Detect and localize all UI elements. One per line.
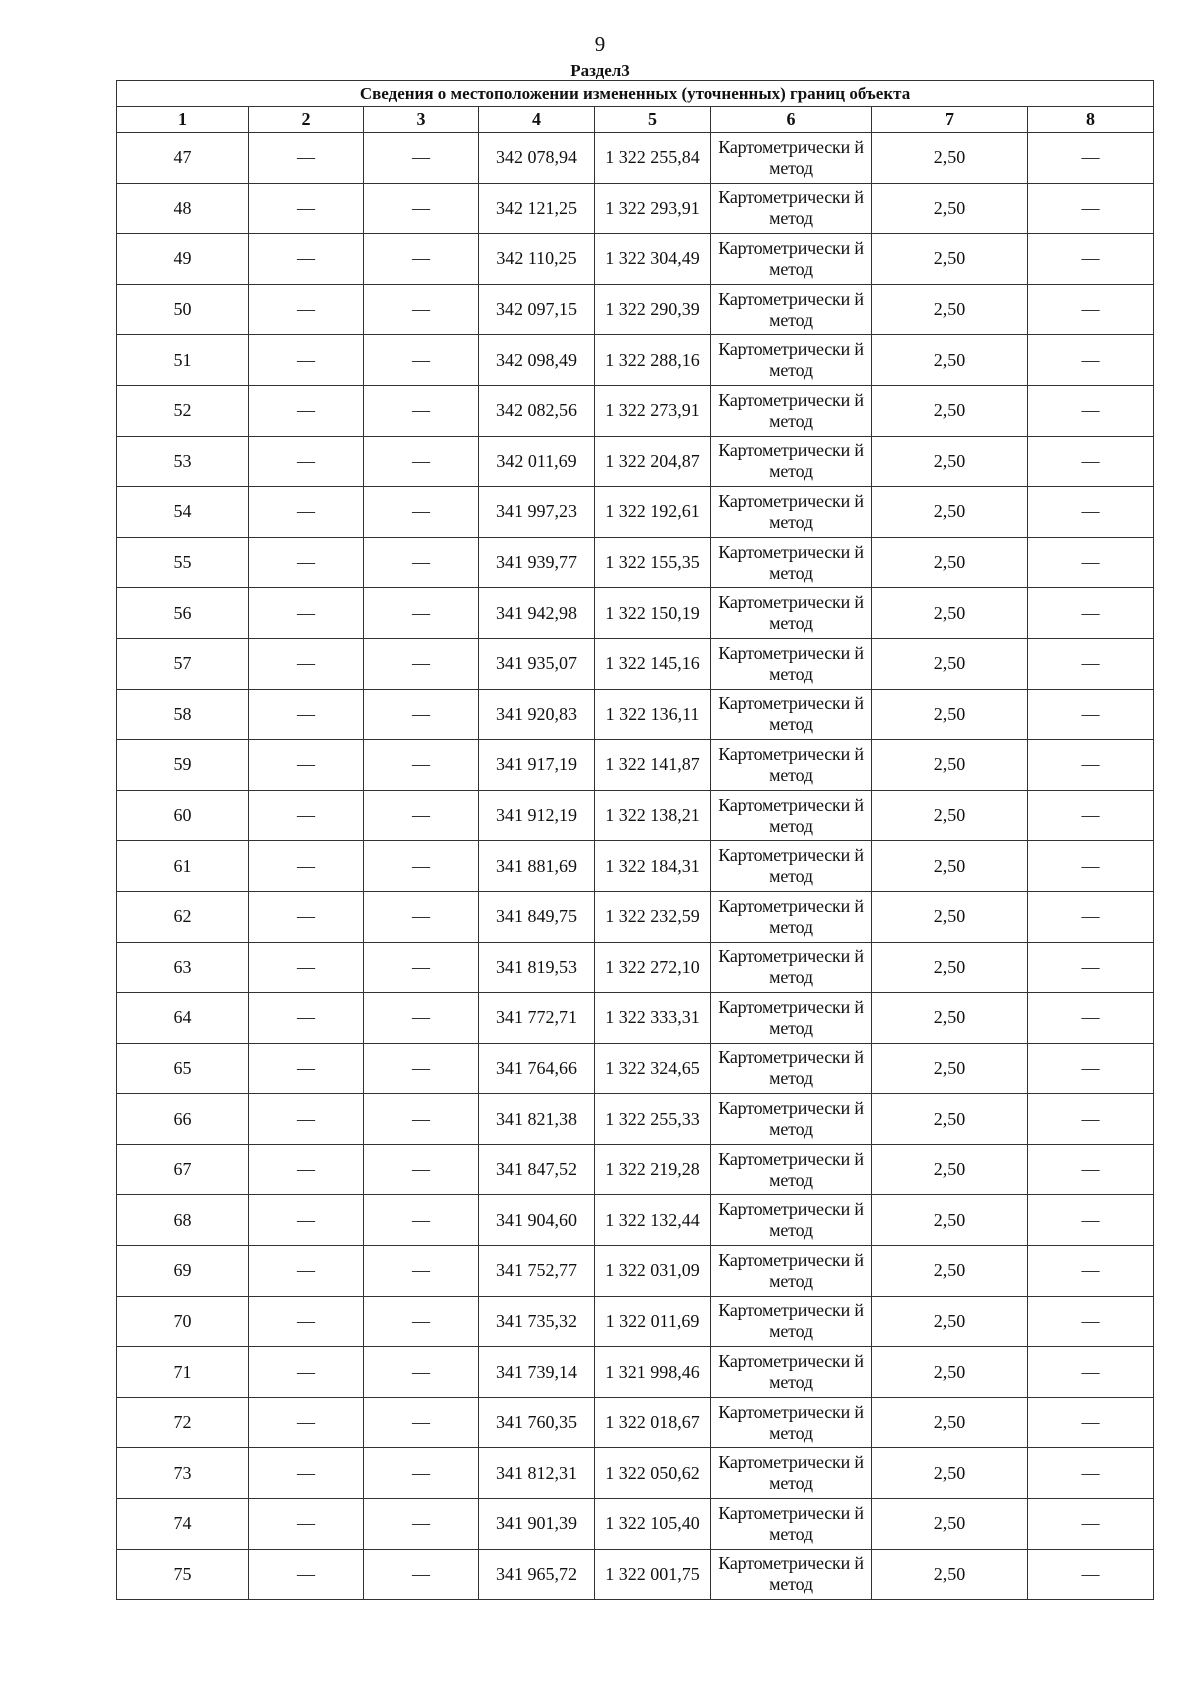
- accuracy-cell: 2,50: [872, 1499, 1028, 1550]
- method-cell: Картометрически й метод: [711, 993, 872, 1044]
- accuracy-cell: 2,50: [872, 1043, 1028, 1094]
- y-coordinate-cell: 1 322 001,75: [595, 1549, 711, 1600]
- point-number-cell: 72: [117, 1397, 249, 1448]
- col3-cell: —: [364, 487, 479, 538]
- table-row: [117, 1195, 1154, 1246]
- col2-cell: —: [249, 740, 364, 791]
- point-number-cell: 48: [117, 183, 249, 234]
- col3-cell: —: [364, 891, 479, 942]
- y-coordinate-cell: 1 322 255,84: [595, 133, 711, 184]
- point-number-cell: 70: [117, 1296, 249, 1347]
- method-cell: Картометрически й метод: [711, 1347, 872, 1398]
- table-row: [117, 689, 1154, 740]
- y-coordinate-cell: 1 322 219,28: [595, 1144, 711, 1195]
- table-row: [117, 234, 1154, 285]
- point-number-cell: 65: [117, 1043, 249, 1094]
- table-caption: Сведения о местоположении измененных (уточненных) границ объекта: [117, 81, 1154, 107]
- accuracy-cell: 2,50: [872, 487, 1028, 538]
- col2-cell: —: [249, 1195, 364, 1246]
- col2-cell: —: [249, 133, 364, 184]
- col8-cell: —: [1028, 335, 1154, 386]
- table-row: [117, 385, 1154, 436]
- table-row: [117, 487, 1154, 538]
- point-number-cell: 69: [117, 1246, 249, 1297]
- x-coordinate-cell: 341 764,66: [479, 1043, 595, 1094]
- table-row: [117, 1499, 1154, 1550]
- page-number: 9: [594, 32, 606, 56]
- table-row: [117, 1296, 1154, 1347]
- x-coordinate-cell: 341 965,72: [479, 1549, 595, 1600]
- table-row: [117, 183, 1154, 234]
- col2-cell: —: [249, 993, 364, 1044]
- x-coordinate-cell: 341 847,52: [479, 1144, 595, 1195]
- column-header: 2: [249, 107, 364, 133]
- column-header: 3: [364, 107, 479, 133]
- x-coordinate-cell: 341 942,98: [479, 588, 595, 639]
- y-coordinate-cell: 1 322 273,91: [595, 385, 711, 436]
- table-row: [117, 588, 1154, 639]
- method-cell: Картометрически й метод: [711, 740, 872, 791]
- col8-cell: —: [1028, 1397, 1154, 1448]
- col2-cell: —: [249, 234, 364, 285]
- col3-cell: —: [364, 284, 479, 335]
- method-cell: Картометрически й метод: [711, 537, 872, 588]
- col8-cell: —: [1028, 1549, 1154, 1600]
- col3-cell: —: [364, 183, 479, 234]
- y-coordinate-cell: 1 322 011,69: [595, 1296, 711, 1347]
- method-cell: Картометрически й метод: [711, 891, 872, 942]
- method-cell: Картометрически й метод: [711, 284, 872, 335]
- column-header-row: [117, 107, 1154, 133]
- table-row: [117, 335, 1154, 386]
- col2-cell: —: [249, 588, 364, 639]
- y-coordinate-cell: 1 322 293,91: [595, 183, 711, 234]
- column-header: 7: [872, 107, 1028, 133]
- y-coordinate-cell: 1 322 288,16: [595, 335, 711, 386]
- accuracy-cell: 2,50: [872, 942, 1028, 993]
- accuracy-cell: 2,50: [872, 1094, 1028, 1145]
- table-row: [117, 1094, 1154, 1145]
- point-number-cell: 73: [117, 1448, 249, 1499]
- table-row: [117, 638, 1154, 689]
- boundary-coordinates-table: [116, 80, 1154, 1600]
- x-coordinate-cell: 341 881,69: [479, 841, 595, 892]
- x-coordinate-cell: 341 739,14: [479, 1347, 595, 1398]
- col8-cell: —: [1028, 841, 1154, 892]
- col3-cell: —: [364, 537, 479, 588]
- col3-cell: —: [364, 1296, 479, 1347]
- col2-cell: —: [249, 1448, 364, 1499]
- accuracy-cell: 2,50: [872, 234, 1028, 285]
- y-coordinate-cell: 1 322 290,39: [595, 284, 711, 335]
- point-number-cell: 50: [117, 284, 249, 335]
- method-cell: Картометрически й метод: [711, 1296, 872, 1347]
- col2-cell: —: [249, 537, 364, 588]
- x-coordinate-cell: 341 772,71: [479, 993, 595, 1044]
- accuracy-cell: 2,50: [872, 1397, 1028, 1448]
- x-coordinate-cell: 341 912,19: [479, 790, 595, 841]
- y-coordinate-cell: 1 322 138,21: [595, 790, 711, 841]
- table-row: [117, 1549, 1154, 1600]
- col3-cell: —: [364, 335, 479, 386]
- y-coordinate-cell: 1 322 018,67: [595, 1397, 711, 1448]
- y-coordinate-cell: 1 322 333,31: [595, 993, 711, 1044]
- col3-cell: —: [364, 841, 479, 892]
- col2-cell: —: [249, 1246, 364, 1297]
- point-number-cell: 75: [117, 1549, 249, 1600]
- method-cell: Картометрически й метод: [711, 1195, 872, 1246]
- col8-cell: —: [1028, 588, 1154, 639]
- table-row: [117, 436, 1154, 487]
- point-number-cell: 51: [117, 335, 249, 386]
- accuracy-cell: 2,50: [872, 436, 1028, 487]
- point-number-cell: 71: [117, 1347, 249, 1398]
- table-row: [117, 1246, 1154, 1297]
- x-coordinate-cell: 341 812,31: [479, 1448, 595, 1499]
- col8-cell: —: [1028, 638, 1154, 689]
- accuracy-cell: 2,50: [872, 1144, 1028, 1195]
- col8-cell: —: [1028, 790, 1154, 841]
- col3-cell: —: [364, 436, 479, 487]
- point-number-cell: 64: [117, 993, 249, 1044]
- accuracy-cell: 2,50: [872, 1296, 1028, 1347]
- col2-cell: —: [249, 1347, 364, 1398]
- x-coordinate-cell: 342 097,15: [479, 284, 595, 335]
- point-number-cell: 53: [117, 436, 249, 487]
- x-coordinate-cell: 341 997,23: [479, 487, 595, 538]
- y-coordinate-cell: 1 322 272,10: [595, 942, 711, 993]
- col2-cell: —: [249, 841, 364, 892]
- method-cell: Картометрически й метод: [711, 1246, 872, 1297]
- col2-cell: —: [249, 942, 364, 993]
- col3-cell: —: [364, 740, 479, 791]
- col3-cell: —: [364, 385, 479, 436]
- col8-cell: —: [1028, 1347, 1154, 1398]
- table-row: [117, 284, 1154, 335]
- method-cell: Картометрически й метод: [711, 1499, 872, 1550]
- table-row: [117, 1144, 1154, 1195]
- col3-cell: —: [364, 1144, 479, 1195]
- method-cell: Картометрически й метод: [711, 1043, 872, 1094]
- x-coordinate-cell: 341 939,77: [479, 537, 595, 588]
- y-coordinate-cell: 1 322 145,16: [595, 638, 711, 689]
- column-header: 8: [1028, 107, 1154, 133]
- point-number-cell: 55: [117, 537, 249, 588]
- x-coordinate-cell: 342 121,25: [479, 183, 595, 234]
- col8-cell: —: [1028, 1296, 1154, 1347]
- y-coordinate-cell: 1 322 232,59: [595, 891, 711, 942]
- col8-cell: —: [1028, 1043, 1154, 1094]
- point-number-cell: 47: [117, 133, 249, 184]
- accuracy-cell: 2,50: [872, 1347, 1028, 1398]
- point-number-cell: 56: [117, 588, 249, 639]
- y-coordinate-cell: 1 322 324,65: [595, 1043, 711, 1094]
- col2-cell: —: [249, 689, 364, 740]
- x-coordinate-cell: 341 760,35: [479, 1397, 595, 1448]
- point-number-cell: 63: [117, 942, 249, 993]
- col8-cell: —: [1028, 689, 1154, 740]
- col2-cell: —: [249, 1043, 364, 1094]
- accuracy-cell: 2,50: [872, 1549, 1028, 1600]
- table-row: [117, 841, 1154, 892]
- col2-cell: —: [249, 1144, 364, 1195]
- accuracy-cell: 2,50: [872, 638, 1028, 689]
- point-number-cell: 52: [117, 385, 249, 436]
- accuracy-cell: 2,50: [872, 1246, 1028, 1297]
- col3-cell: —: [364, 638, 479, 689]
- col8-cell: —: [1028, 284, 1154, 335]
- accuracy-cell: 2,50: [872, 588, 1028, 639]
- point-number-cell: 54: [117, 487, 249, 538]
- table-row: [117, 891, 1154, 942]
- col2-cell: —: [249, 335, 364, 386]
- y-coordinate-cell: 1 322 136,11: [595, 689, 711, 740]
- accuracy-cell: 2,50: [872, 891, 1028, 942]
- col3-cell: —: [364, 993, 479, 1044]
- col8-cell: —: [1028, 1144, 1154, 1195]
- table-row: [117, 133, 1154, 184]
- point-number-cell: 66: [117, 1094, 249, 1145]
- y-coordinate-cell: 1 322 132,44: [595, 1195, 711, 1246]
- method-cell: Картометрически й метод: [711, 1448, 872, 1499]
- x-coordinate-cell: 342 082,56: [479, 385, 595, 436]
- accuracy-cell: 2,50: [872, 1195, 1028, 1246]
- table-row: [117, 790, 1154, 841]
- method-cell: Картометрически й метод: [711, 183, 872, 234]
- y-coordinate-cell: 1 321 998,46: [595, 1347, 711, 1398]
- col3-cell: —: [364, 1397, 479, 1448]
- x-coordinate-cell: 341 752,77: [479, 1246, 595, 1297]
- method-cell: Картометрически й метод: [711, 588, 872, 639]
- section-title: Раздел3: [570, 61, 630, 80]
- table-row: [117, 1347, 1154, 1398]
- col3-cell: —: [364, 234, 479, 285]
- col8-cell: —: [1028, 1499, 1154, 1550]
- accuracy-cell: 2,50: [872, 385, 1028, 436]
- accuracy-cell: 2,50: [872, 133, 1028, 184]
- y-coordinate-cell: 1 322 155,35: [595, 537, 711, 588]
- accuracy-cell: 2,50: [872, 537, 1028, 588]
- col3-cell: —: [364, 1043, 479, 1094]
- x-coordinate-cell: 341 920,83: [479, 689, 595, 740]
- col8-cell: —: [1028, 740, 1154, 791]
- col2-cell: —: [249, 1499, 364, 1550]
- col3-cell: —: [364, 1448, 479, 1499]
- method-cell: Картометрически й метод: [711, 790, 872, 841]
- x-coordinate-cell: 341 917,19: [479, 740, 595, 791]
- x-coordinate-cell: 342 098,49: [479, 335, 595, 386]
- x-coordinate-cell: 341 821,38: [479, 1094, 595, 1145]
- method-cell: Картометрически й метод: [711, 1144, 872, 1195]
- col2-cell: —: [249, 638, 364, 689]
- point-number-cell: 57: [117, 638, 249, 689]
- col2-cell: —: [249, 487, 364, 538]
- point-number-cell: 49: [117, 234, 249, 285]
- col2-cell: —: [249, 1397, 364, 1448]
- method-cell: Картометрически й метод: [711, 942, 872, 993]
- col2-cell: —: [249, 1296, 364, 1347]
- table-body: [117, 133, 1154, 1600]
- accuracy-cell: 2,50: [872, 993, 1028, 1044]
- table-row: [117, 1043, 1154, 1094]
- method-cell: Картометрически й метод: [711, 638, 872, 689]
- col8-cell: —: [1028, 133, 1154, 184]
- col8-cell: —: [1028, 1195, 1154, 1246]
- table-row: [117, 537, 1154, 588]
- col8-cell: —: [1028, 1448, 1154, 1499]
- method-cell: Картометрически й метод: [711, 335, 872, 386]
- y-coordinate-cell: 1 322 304,49: [595, 234, 711, 285]
- method-cell: Картометрически й метод: [711, 385, 872, 436]
- x-coordinate-cell: 342 078,94: [479, 133, 595, 184]
- y-coordinate-cell: 1 322 050,62: [595, 1448, 711, 1499]
- col2-cell: —: [249, 183, 364, 234]
- method-cell: Картометрически й метод: [711, 1397, 872, 1448]
- col3-cell: —: [364, 942, 479, 993]
- y-coordinate-cell: 1 322 150,19: [595, 588, 711, 639]
- col2-cell: —: [249, 1549, 364, 1600]
- col8-cell: —: [1028, 234, 1154, 285]
- point-number-cell: 59: [117, 740, 249, 791]
- x-coordinate-cell: 342 011,69: [479, 436, 595, 487]
- col8-cell: —: [1028, 891, 1154, 942]
- point-number-cell: 60: [117, 790, 249, 841]
- col2-cell: —: [249, 790, 364, 841]
- x-coordinate-cell: 341 735,32: [479, 1296, 595, 1347]
- column-header: 1: [117, 107, 249, 133]
- col2-cell: —: [249, 385, 364, 436]
- col8-cell: —: [1028, 487, 1154, 538]
- x-coordinate-cell: 341 849,75: [479, 891, 595, 942]
- x-coordinate-cell: 341 819,53: [479, 942, 595, 993]
- method-cell: Картометрически й метод: [711, 234, 872, 285]
- table-row: [117, 1448, 1154, 1499]
- col3-cell: —: [364, 1094, 479, 1145]
- col8-cell: —: [1028, 436, 1154, 487]
- column-header: 6: [711, 107, 872, 133]
- method-cell: Картометрически й метод: [711, 487, 872, 538]
- col2-cell: —: [249, 891, 364, 942]
- point-number-cell: 58: [117, 689, 249, 740]
- accuracy-cell: 2,50: [872, 740, 1028, 791]
- accuracy-cell: 2,50: [872, 689, 1028, 740]
- table-row: [117, 740, 1154, 791]
- column-header: 5: [595, 107, 711, 133]
- col2-cell: —: [249, 1094, 364, 1145]
- point-number-cell: 62: [117, 891, 249, 942]
- y-coordinate-cell: 1 322 184,31: [595, 841, 711, 892]
- col3-cell: —: [364, 588, 479, 639]
- table-row: [117, 993, 1154, 1044]
- accuracy-cell: 2,50: [872, 335, 1028, 386]
- col8-cell: —: [1028, 993, 1154, 1044]
- col3-cell: —: [364, 1347, 479, 1398]
- col8-cell: —: [1028, 537, 1154, 588]
- method-cell: Картометрически й метод: [711, 133, 872, 184]
- y-coordinate-cell: 1 322 141,87: [595, 740, 711, 791]
- method-cell: Картометрически й метод: [711, 436, 872, 487]
- col8-cell: —: [1028, 385, 1154, 436]
- table-row: [117, 1397, 1154, 1448]
- accuracy-cell: 2,50: [872, 841, 1028, 892]
- x-coordinate-cell: 341 904,60: [479, 1195, 595, 1246]
- y-coordinate-cell: 1 322 255,33: [595, 1094, 711, 1145]
- method-cell: Картометрически й метод: [711, 1549, 872, 1600]
- col8-cell: —: [1028, 1246, 1154, 1297]
- col2-cell: —: [249, 436, 364, 487]
- accuracy-cell: 2,50: [872, 790, 1028, 841]
- y-coordinate-cell: 1 322 192,61: [595, 487, 711, 538]
- col2-cell: —: [249, 284, 364, 335]
- column-header: 4: [479, 107, 595, 133]
- accuracy-cell: 2,50: [872, 183, 1028, 234]
- point-number-cell: 61: [117, 841, 249, 892]
- col8-cell: —: [1028, 942, 1154, 993]
- col3-cell: —: [364, 133, 479, 184]
- accuracy-cell: 2,50: [872, 284, 1028, 335]
- y-coordinate-cell: 1 322 031,09: [595, 1246, 711, 1297]
- col3-cell: —: [364, 689, 479, 740]
- method-cell: Картометрически й метод: [711, 689, 872, 740]
- x-coordinate-cell: 342 110,25: [479, 234, 595, 285]
- col3-cell: —: [364, 1499, 479, 1550]
- point-number-cell: 67: [117, 1144, 249, 1195]
- y-coordinate-cell: 1 322 105,40: [595, 1499, 711, 1550]
- table-row: [117, 942, 1154, 993]
- method-cell: Картометрически й метод: [711, 841, 872, 892]
- x-coordinate-cell: 341 901,39: [479, 1499, 595, 1550]
- x-coordinate-cell: 341 935,07: [479, 638, 595, 689]
- point-number-cell: 74: [117, 1499, 249, 1550]
- col3-cell: —: [364, 1195, 479, 1246]
- accuracy-cell: 2,50: [872, 1448, 1028, 1499]
- col8-cell: —: [1028, 183, 1154, 234]
- col3-cell: —: [364, 790, 479, 841]
- col3-cell: —: [364, 1549, 479, 1600]
- y-coordinate-cell: 1 322 204,87: [595, 436, 711, 487]
- method-cell: Картометрически й метод: [711, 1094, 872, 1145]
- col3-cell: —: [364, 1246, 479, 1297]
- point-number-cell: 68: [117, 1195, 249, 1246]
- col8-cell: —: [1028, 1094, 1154, 1145]
